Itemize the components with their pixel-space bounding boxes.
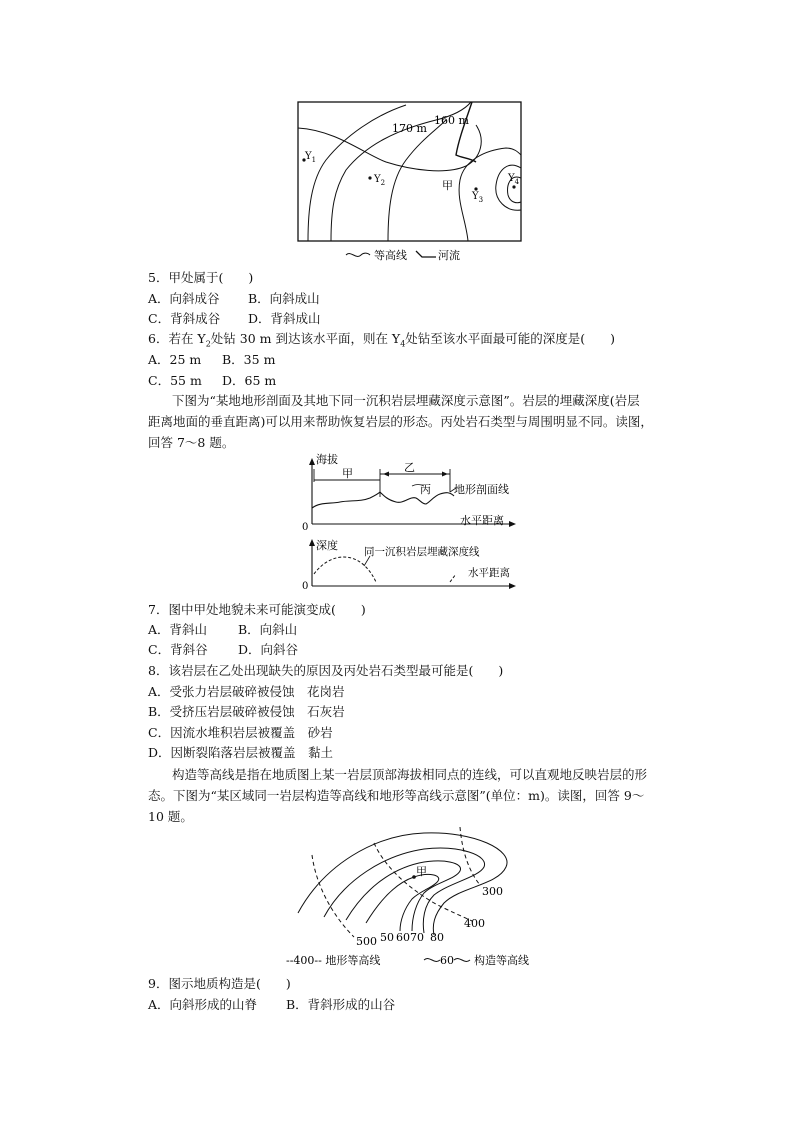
- contour-map-svg: [296, 100, 524, 268]
- label-jia2: 甲: [342, 467, 353, 480]
- label-y1: $Y_1$: [305, 151, 317, 164]
- profile-depth-svg: [300, 452, 524, 592]
- label-300: 300: [482, 885, 503, 898]
- contour-line: [298, 125, 481, 171]
- legend-struct-symbol-right: [454, 959, 470, 962]
- label-50: 50: [380, 931, 394, 944]
- label-y3: $Y_3$: [472, 191, 484, 204]
- legend-topo: --400-- 地形等高线: [286, 954, 381, 967]
- legend-river-symbol: [416, 251, 436, 257]
- struct-contour-70: [324, 848, 485, 933]
- label-80: 80: [430, 931, 444, 944]
- q8-option-b: B．受挤压岩层破碎被侵蚀 石灰岩: [148, 704, 345, 719]
- intro2-line1: 下图为“某地地形剖面及其地下同一沉积岩层埋藏深度示意图”。岩层的埋藏深度(岩层: [172, 393, 640, 408]
- q8-option-a: A．受张力岩层破碎被侵蚀 花岗岩: [148, 684, 345, 699]
- figure-structure-contours: [284, 825, 544, 970]
- q5-option-d: D．背斜成山: [248, 311, 321, 326]
- q9-option-a: A．向斜形成的山脊: [148, 997, 258, 1012]
- label-y4: $Y_4$: [508, 173, 520, 186]
- profile-y-arrow: [309, 458, 315, 465]
- contour-line-160: [459, 148, 521, 241]
- depth-x-arrow: [509, 583, 516, 589]
- struct-contour-60: [346, 861, 461, 931]
- q7-option-d: D．向斜谷: [238, 642, 299, 657]
- q9-option-b: B．背斜形成的山谷: [286, 997, 396, 1012]
- topo-contour-400: [374, 843, 472, 921]
- bracket-arrow: [383, 472, 389, 477]
- legend-contour-symbol: [346, 253, 370, 256]
- point-y2: [368, 176, 371, 179]
- label-profile-line: 地形剖面线: [454, 483, 509, 496]
- q6-option-c: C．55 m: [148, 373, 202, 388]
- label-altitude: 海拔: [316, 453, 338, 466]
- label-y2: $Y_2$: [374, 174, 386, 187]
- label-yi: 乙: [404, 461, 415, 474]
- q9-stem: 9．图示地质构造是( ): [148, 976, 291, 991]
- legend-struct-symbol-left: [424, 959, 440, 962]
- q8-option-d: D．因断裂陷落岩层被覆盖 黏土: [148, 745, 334, 760]
- intro2-line2: 距离地面的垂直距离)可以用来帮助恢复岩层的形态。丙处岩石类型与周围明显不同。读图，: [148, 414, 653, 429]
- label-160: 160 m: [434, 114, 469, 127]
- intro2-line3: 回答 7～8 题。: [148, 435, 235, 450]
- label-jia3: 甲: [416, 865, 427, 878]
- label-400: 400: [464, 917, 485, 930]
- q5-option-c: C．背斜成谷: [148, 311, 221, 326]
- intro3-line3: 10 题。: [148, 809, 193, 824]
- label-bing: 丙: [420, 483, 431, 496]
- intro3-line2: 态。下图为“某区域同一岩层构造等高线和地形等高线示意图”(单位：m)。读图，回答 9～: [148, 788, 645, 803]
- label-60: 60: [396, 931, 410, 944]
- q5-stem: 5．甲处属于( ): [148, 270, 254, 285]
- q6-stem: 6．若在 $Y_2$处钻 30 m 到达该水平面，则在 $Y_4$处钻至该水平面最可能的深度是( ): [148, 331, 616, 349]
- q6-option-a: A．25 m: [148, 352, 202, 367]
- q7-option-a: A．背斜山: [148, 622, 208, 637]
- terrain-profile-line: [312, 492, 454, 508]
- contour-line: [496, 165, 521, 210]
- contour-line: [388, 120, 446, 241]
- q7-stem: 7．图中甲处地貌未来可能演变成( ): [148, 602, 366, 617]
- label-500: 500: [356, 935, 377, 948]
- q6-option-b: B．35 m: [222, 352, 276, 367]
- q5-option-a: A．向斜成谷: [148, 291, 220, 306]
- label-burial-line: 同一沉积岩层埋藏深度线: [364, 546, 480, 558]
- figure-profile-depth: [300, 452, 524, 592]
- q8-option-c: C．因流水堆积岩层被覆盖 砂岩: [148, 725, 333, 740]
- q5-option-b: B．向斜成山: [248, 291, 320, 306]
- label-170: 170 m: [392, 122, 427, 135]
- label-horizontal: 水平距离: [460, 514, 504, 527]
- figure-contour-map: [296, 100, 524, 268]
- label-depth: 深度: [316, 539, 338, 552]
- profile-x-arrow: [509, 521, 516, 527]
- depth-y-arrow: [309, 539, 315, 546]
- q6-option-d: D．65 m: [222, 373, 277, 388]
- legend-river-label: 河流: [438, 249, 460, 262]
- label-horizontal2: 水平距离: [468, 567, 510, 579]
- q7-option-c: C．背斜谷: [148, 642, 208, 657]
- label-jia: 甲: [442, 179, 453, 192]
- legend-struct-label: 构造等高线: [474, 954, 529, 967]
- legend-struct-num: 60: [440, 954, 454, 967]
- intro3-line1: 构造等高线是指在地质图上某一岩层顶部海拔相同点的连线，可以直观地反映岩层的形: [172, 767, 648, 782]
- topo-contour-500: [312, 855, 354, 937]
- label-zero-top: 0: [302, 522, 309, 533]
- burial-depth-line-2: [450, 574, 456, 582]
- structure-contours-svg: [284, 825, 544, 970]
- legend-contour-label: 等高线: [374, 249, 407, 262]
- bracket-arrow: [442, 472, 448, 477]
- label-70: 70: [410, 931, 424, 944]
- q7-option-b: B．向斜山: [238, 622, 298, 637]
- q8-stem: 8．该岩层在乙处出现缺失的原因及丙处岩石类型最可能是( ): [148, 663, 504, 678]
- label-zero-bottom: 0: [302, 581, 309, 592]
